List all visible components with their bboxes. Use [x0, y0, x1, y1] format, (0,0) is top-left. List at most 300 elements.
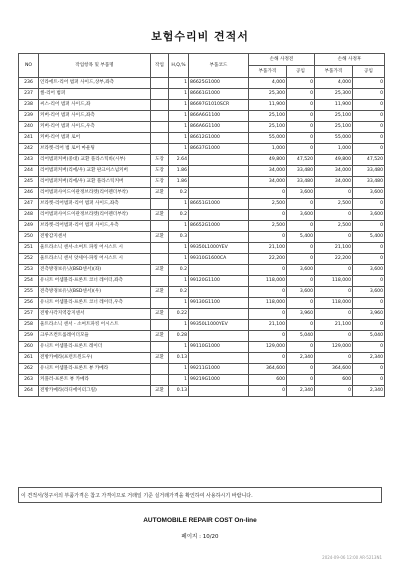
table-row [19, 166, 385, 177]
row-before-labor: 0 [287, 375, 315, 386]
row-item: 브라켓-리어범퍼-리어 범퍼 사이드,좌측 [39, 199, 151, 210]
row-before-labor: 5,040 [287, 331, 315, 342]
row-hq: 1 [169, 111, 189, 122]
row-no: 244 [19, 166, 39, 177]
row-after-labor: 47,520 [353, 155, 385, 166]
table-row [19, 100, 385, 111]
row-after-labor: 0 [353, 100, 385, 111]
row-item: 전방사각지역감지센서 [39, 309, 151, 320]
row-after-part-price: 0 [315, 232, 353, 243]
row-item: 리어범퍼사이드이관정브라켓(리어펜더부착) [39, 210, 151, 221]
table-row [19, 111, 385, 122]
row-after-part-price: 118,000 [315, 298, 353, 309]
row-part-code: 99350L1000YEV [189, 320, 249, 331]
row-before-part-price: 600 [249, 375, 287, 386]
row-hq: 0.22 [169, 309, 189, 320]
row-hq: 1 [169, 144, 189, 155]
table-row [19, 177, 385, 188]
row-before-part-price: 0 [249, 210, 287, 221]
row-work: 도장 [151, 166, 169, 177]
row-work [151, 276, 169, 287]
table-row [19, 298, 385, 309]
estimate-table [18, 53, 385, 397]
row-hq: 2.64 [169, 155, 189, 166]
row-after-part-price: 21,100 [315, 243, 353, 254]
row-part-code: 86637G1000 [189, 144, 249, 155]
row-before-part-price: 55,000 [249, 133, 287, 144]
row-hq: 1 [169, 122, 189, 133]
row-hq: 1 [169, 364, 189, 375]
row-no: 252 [19, 254, 39, 265]
table-row [19, 133, 385, 144]
row-before-labor: 2,340 [287, 386, 315, 397]
row-part-code: 99310G1600CA [189, 254, 249, 265]
row-no: 239 [19, 111, 39, 122]
row-no: 263 [19, 375, 39, 386]
row-after-part-price: 118,000 [315, 276, 353, 287]
estimate-rows [19, 78, 385, 397]
row-hq: 1 [169, 298, 189, 309]
header-before-part-price: 부품가격 [249, 66, 287, 78]
row-work [151, 89, 169, 100]
row-after-part-price: 2,500 [315, 221, 353, 232]
row-item: 전측방경보유닛(BSD센서)(우) [39, 287, 151, 298]
row-part-code [189, 331, 249, 342]
table-row [19, 188, 385, 199]
row-hq: 1 [169, 254, 189, 265]
row-item: 크루즈컨트롤레이더모듈 [39, 331, 151, 342]
row-work: 교환 [151, 386, 169, 397]
row-item: 커버-리어 범퍼 사이드,우측 [39, 122, 151, 133]
row-before-part-price: 0 [249, 386, 287, 397]
row-before-part-price: 34,000 [249, 177, 287, 188]
header-after-part-price: 부품가격 [315, 66, 353, 78]
row-before-labor: 33,480 [287, 177, 315, 188]
row-after-labor: 0 [353, 342, 385, 353]
row-work: 도장 [151, 177, 169, 188]
row-after-part-price: 25,100 [315, 111, 353, 122]
header-work: 작업 [151, 54, 169, 78]
row-after-part-price: 4,000 [315, 78, 353, 89]
table-row [19, 386, 385, 397]
table-row [19, 353, 385, 364]
row-before-labor: 0 [287, 144, 315, 155]
row-after-part-price: 1,000 [315, 144, 353, 155]
row-work [151, 133, 169, 144]
row-hq: 0.2 [169, 265, 189, 276]
row-no: 248 [19, 210, 39, 221]
row-no: 257 [19, 309, 39, 320]
row-after-part-price: 2,500 [315, 199, 353, 210]
row-no: 253 [19, 265, 39, 276]
row-before-part-price: 49,800 [249, 155, 287, 166]
table-row [19, 232, 385, 243]
row-before-labor: 2,340 [287, 353, 315, 364]
row-after-labor: 2,340 [353, 353, 385, 364]
row-no: 254 [19, 276, 39, 287]
header-hq: H,Q,% [169, 54, 189, 78]
row-part-code [189, 188, 249, 199]
row-after-labor: 0 [353, 111, 385, 122]
row-item: 전측방경보유닛(BSD센서)(좌) [39, 265, 151, 276]
row-item: 전방카메라(프런트윈도우) [39, 353, 151, 364]
row-no: 247 [19, 199, 39, 210]
row-after-labor: 3,600 [353, 210, 385, 221]
table-row [19, 254, 385, 265]
row-part-code: 99211G1000 [189, 364, 249, 375]
row-after-labor: 0 [353, 144, 385, 155]
row-before-labor: 33,480 [287, 166, 315, 177]
row-work: 교환 [151, 265, 169, 276]
row-work [151, 100, 169, 111]
table-row [19, 89, 385, 100]
table-row [19, 210, 385, 221]
row-before-labor: 0 [287, 243, 315, 254]
row-no: 250 [19, 232, 39, 243]
row-hq: 1 [169, 276, 189, 287]
table-row [19, 144, 385, 155]
row-before-part-price: 118,000 [249, 298, 287, 309]
row-item: 전방감지센서 [39, 232, 151, 243]
row-after-part-price: 55,000 [315, 133, 353, 144]
row-before-labor: 0 [287, 122, 315, 133]
row-before-part-price: 0 [249, 265, 287, 276]
row-item: 울트라소닉 센서 앗세이-파킹 어시스트 시 [39, 254, 151, 265]
row-before-labor: 0 [287, 133, 315, 144]
row-before-part-price: 11,900 [249, 100, 287, 111]
row-before-part-price: 0 [249, 353, 287, 364]
row-no: 260 [19, 342, 39, 353]
header-before-labor: 공임 [287, 66, 315, 78]
row-after-labor: 0 [353, 375, 385, 386]
row-work [151, 199, 169, 210]
row-after-labor: 0 [353, 364, 385, 375]
row-before-part-price: 0 [249, 309, 287, 320]
row-after-labor: 0 [353, 78, 385, 89]
row-item: 울트라소닉 센서 - 소여트파킹 어시스트 [39, 320, 151, 331]
row-before-labor: 0 [287, 89, 315, 100]
row-work [151, 243, 169, 254]
row-before-part-price: 2,500 [249, 199, 287, 210]
row-after-labor: 33,480 [353, 177, 385, 188]
row-no: 262 [19, 364, 39, 375]
row-after-labor: 3,600 [353, 287, 385, 298]
row-work [151, 342, 169, 353]
row-item: 인라에트-리어 범퍼 사이드,상부,좌측 [39, 78, 151, 89]
row-before-part-price: 0 [249, 287, 287, 298]
row-after-part-price: 11,900 [315, 100, 353, 111]
row-before-part-price: 0 [249, 188, 287, 199]
row-part-code: 86612G1000 [189, 133, 249, 144]
table-row [19, 155, 385, 166]
row-part-code: 99219G1000 [189, 375, 249, 386]
row-before-labor: 0 [287, 221, 315, 232]
row-item: 씰-리어 범퍼 [39, 89, 151, 100]
row-part-code: 866A6G1100 [189, 111, 249, 122]
row-after-labor: 0 [353, 243, 385, 254]
row-after-labor: 3,600 [353, 188, 385, 199]
header-after: 손해 사정후 [315, 54, 385, 66]
table-row [19, 265, 385, 276]
row-work [151, 122, 169, 133]
row-item: 브라켓-리어범퍼-리어 범퍼 사이드,우측 [39, 221, 151, 232]
row-part-code: 99120G1100 [189, 276, 249, 287]
row-no: 258 [19, 320, 39, 331]
header-row-1 [19, 54, 385, 66]
row-before-part-price: 364,600 [249, 364, 287, 375]
row-item: 브라켓-리어 범 로어 마운팅 [39, 144, 151, 155]
table-row [19, 375, 385, 386]
header-no: NO [19, 54, 39, 78]
row-hq: 0.13 [169, 353, 189, 364]
row-after-labor: 33,480 [353, 166, 385, 177]
row-before-part-price: 21,100 [249, 320, 287, 331]
row-work: 교환 [151, 287, 169, 298]
footer-brand: AUTOMOBILE REPAIR COST On-line [143, 517, 257, 524]
row-after-part-price: 34,000 [315, 177, 353, 188]
row-after-part-price: 49,800 [315, 155, 353, 166]
row-hq: 1 [169, 320, 189, 331]
row-after-labor: 0 [353, 221, 385, 232]
row-before-labor: 5,400 [287, 232, 315, 243]
row-part-code [189, 177, 249, 188]
row-before-labor: 0 [287, 111, 315, 122]
row-part-code [189, 309, 249, 320]
row-hq: 1 [169, 199, 189, 210]
row-before-part-price: 21,100 [249, 243, 287, 254]
header-after-labor: 공임 [353, 66, 385, 78]
row-after-labor: 0 [353, 89, 385, 100]
row-before-part-price: 2,500 [249, 221, 287, 232]
row-item: 울트라소닉 센서-소여트 파킹 어시스트 시 [39, 243, 151, 254]
row-before-labor: 0 [287, 320, 315, 331]
page-number: 페이지 : 10/20 [181, 534, 219, 540]
row-item: 리어범퍼커버(리에/우) 교환 판크이스넘커버 [39, 166, 151, 177]
row-hq: 0.2 [169, 188, 189, 199]
table-row [19, 221, 385, 232]
row-work [151, 298, 169, 309]
table-row [19, 364, 385, 375]
row-part-code: 86652G1000 [189, 221, 249, 232]
row-before-labor: 3,600 [287, 188, 315, 199]
row-work [151, 144, 169, 155]
table-row [19, 78, 385, 89]
row-after-labor: 0 [353, 133, 385, 144]
row-hq: 1 [169, 100, 189, 111]
row-work [151, 320, 169, 331]
row-part-code [189, 386, 249, 397]
table-row [19, 276, 385, 287]
row-after-part-price: 364,600 [315, 364, 353, 375]
row-part-code: 86661G1000 [189, 89, 249, 100]
row-before-labor: 0 [287, 199, 315, 210]
row-hq: 1 [169, 78, 189, 89]
header-before: 손해 사정전 [249, 54, 315, 66]
row-part-code [189, 166, 249, 177]
row-after-labor: 3,960 [353, 309, 385, 320]
row-before-labor: 0 [287, 78, 315, 89]
row-item: 커버-리어 범퍼 사이드,좌측 [39, 111, 151, 122]
row-hq: 1.86 [169, 177, 189, 188]
row-item: 씨스-리어 범퍼 사이드,좌 [39, 100, 151, 111]
table-row [19, 309, 385, 320]
row-before-labor: 0 [287, 364, 315, 375]
row-after-part-price: 0 [315, 188, 353, 199]
row-before-part-price: 0 [249, 331, 287, 342]
row-no: 264 [19, 386, 39, 397]
table-row [19, 342, 385, 353]
row-after-part-price: 25,300 [315, 89, 353, 100]
row-no: 243 [19, 155, 39, 166]
row-no: 236 [19, 78, 39, 89]
row-no: 256 [19, 298, 39, 309]
row-after-part-price: 25,100 [315, 122, 353, 133]
row-after-part-price: 0 [315, 287, 353, 298]
row-hq: 0.28 [169, 331, 189, 342]
row-part-code [189, 155, 249, 166]
row-before-labor: 47,520 [287, 155, 315, 166]
row-after-labor: 5,040 [353, 331, 385, 342]
row-after-labor: 2,340 [353, 386, 385, 397]
row-work [151, 364, 169, 375]
row-after-labor: 0 [353, 298, 385, 309]
row-before-labor: 0 [287, 276, 315, 287]
row-work: 도장 [151, 155, 169, 166]
row-item: 리어범퍼사이드이관정브라켓(리어펜더부착) [39, 188, 151, 199]
row-part-code: 86651G1000 [189, 199, 249, 210]
row-item: 리어범퍼커버(리에/우) 교환 플라스틱커버 [39, 177, 151, 188]
row-item: 전방카메라(라디에이터그릴) [39, 386, 151, 397]
document-title: 보험수리비 견적서 [151, 30, 249, 43]
row-part-code: 86625G1000 [189, 78, 249, 89]
row-before-part-price: 34,000 [249, 166, 287, 177]
row-work [151, 221, 169, 232]
row-before-labor: 3,600 [287, 265, 315, 276]
row-no: 241 [19, 133, 39, 144]
row-after-part-price: 22,200 [315, 254, 353, 265]
row-work [151, 254, 169, 265]
row-no: 251 [19, 243, 39, 254]
row-part-code [189, 265, 249, 276]
price-notice: 이 견적서/청구서의 부품가격은 참고 가격이므로 거래일 기준 실거래가격을 확인하여 사용하시기 바랍니다. [18, 487, 382, 503]
row-no: 259 [19, 331, 39, 342]
row-part-code: 86697G1010SCR [189, 100, 249, 111]
row-work [151, 78, 169, 89]
row-no: 237 [19, 89, 39, 100]
row-part-code: 866A6G1100 [189, 122, 249, 133]
row-no: 261 [19, 353, 39, 364]
row-after-part-price: 129,000 [315, 342, 353, 353]
row-after-labor: 0 [353, 320, 385, 331]
row-no: 240 [19, 122, 39, 133]
row-after-part-price: 0 [315, 309, 353, 320]
row-work: 교환 [151, 331, 169, 342]
row-before-part-price: 129,000 [249, 342, 287, 353]
row-hq: 1 [169, 342, 189, 353]
row-hq: 1 [169, 221, 189, 232]
row-after-part-price: 21,100 [315, 320, 353, 331]
row-no: 255 [19, 287, 39, 298]
row-before-labor: 0 [287, 298, 315, 309]
table-row [19, 122, 385, 133]
row-no: 245 [19, 177, 39, 188]
row-hq: 0.2 [169, 210, 189, 221]
header-item: 작업항목 및 부품명 [39, 54, 151, 78]
row-part-code [189, 232, 249, 243]
row-after-labor: 0 [353, 122, 385, 133]
row-work: 교환 [151, 210, 169, 221]
row-hq: 1 [169, 89, 189, 100]
table-row [19, 331, 385, 342]
row-hq: 1.86 [169, 166, 189, 177]
row-after-labor: 5,400 [353, 232, 385, 243]
row-no: 249 [19, 221, 39, 232]
row-after-part-price: 0 [315, 331, 353, 342]
row-hq: 0.3 [169, 232, 189, 243]
row-hq: 0.2 [169, 287, 189, 298]
table-row [19, 320, 385, 331]
header-part-code: 부품코드 [189, 54, 249, 78]
table-row [19, 199, 385, 210]
row-hq: 1 [169, 133, 189, 144]
row-item: 리어범퍼커버(중대) 교환 플라스틱바(시부) [39, 155, 151, 166]
row-after-part-price: 0 [315, 210, 353, 221]
row-before-part-price: 0 [249, 232, 287, 243]
row-before-part-price: 25,100 [249, 122, 287, 133]
row-no: 238 [19, 100, 39, 111]
row-after-part-price: 0 [315, 353, 353, 364]
row-after-labor: 3,600 [353, 265, 385, 276]
row-hq: 1 [169, 375, 189, 386]
row-before-part-price: 25,300 [249, 89, 287, 100]
row-work: 교환 [151, 309, 169, 320]
row-after-labor: 0 [353, 254, 385, 265]
row-part-code: 99110G1000 [189, 342, 249, 353]
row-after-labor: 0 [353, 276, 385, 287]
row-before-part-price: 22,200 [249, 254, 287, 265]
row-before-part-price: 1,000 [249, 144, 287, 155]
row-before-part-price: 118,000 [249, 276, 287, 287]
row-part-code: 99130G1100 [189, 298, 249, 309]
row-item: 커플러-프론트 뷰 카메라 [39, 375, 151, 386]
row-no: 246 [19, 188, 39, 199]
row-work: 교환 [151, 353, 169, 364]
table-row [19, 243, 385, 254]
row-work [151, 111, 169, 122]
row-work: 교환 [151, 188, 169, 199]
row-work: 교환 [151, 232, 169, 243]
table-row [19, 287, 385, 298]
row-before-labor: 0 [287, 254, 315, 265]
row-before-labor: 3,960 [287, 309, 315, 320]
row-item: 유니트 어셈블리-프론트 뷰 카메라 [39, 364, 151, 375]
row-after-part-price: 600 [315, 375, 353, 386]
row-part-code: 99350L1000YEV [189, 243, 249, 254]
row-item: 커버-리어 범퍼 로어 [39, 133, 151, 144]
row-after-labor: 0 [353, 199, 385, 210]
row-hq: 1 [169, 243, 189, 254]
row-item: 유니트 어셈블리-프론트 코너 레이더,좌측 [39, 276, 151, 287]
row-part-code [189, 210, 249, 221]
row-part-code [189, 287, 249, 298]
row-no: 242 [19, 144, 39, 155]
row-after-part-price: 0 [315, 386, 353, 397]
row-after-part-price: 34,000 [315, 166, 353, 177]
row-item: 유니트 어셈블리-프론트 레이더 [39, 342, 151, 353]
row-hq: 0.13 [169, 386, 189, 397]
row-before-part-price: 4,000 [249, 78, 287, 89]
row-after-part-price: 0 [315, 265, 353, 276]
